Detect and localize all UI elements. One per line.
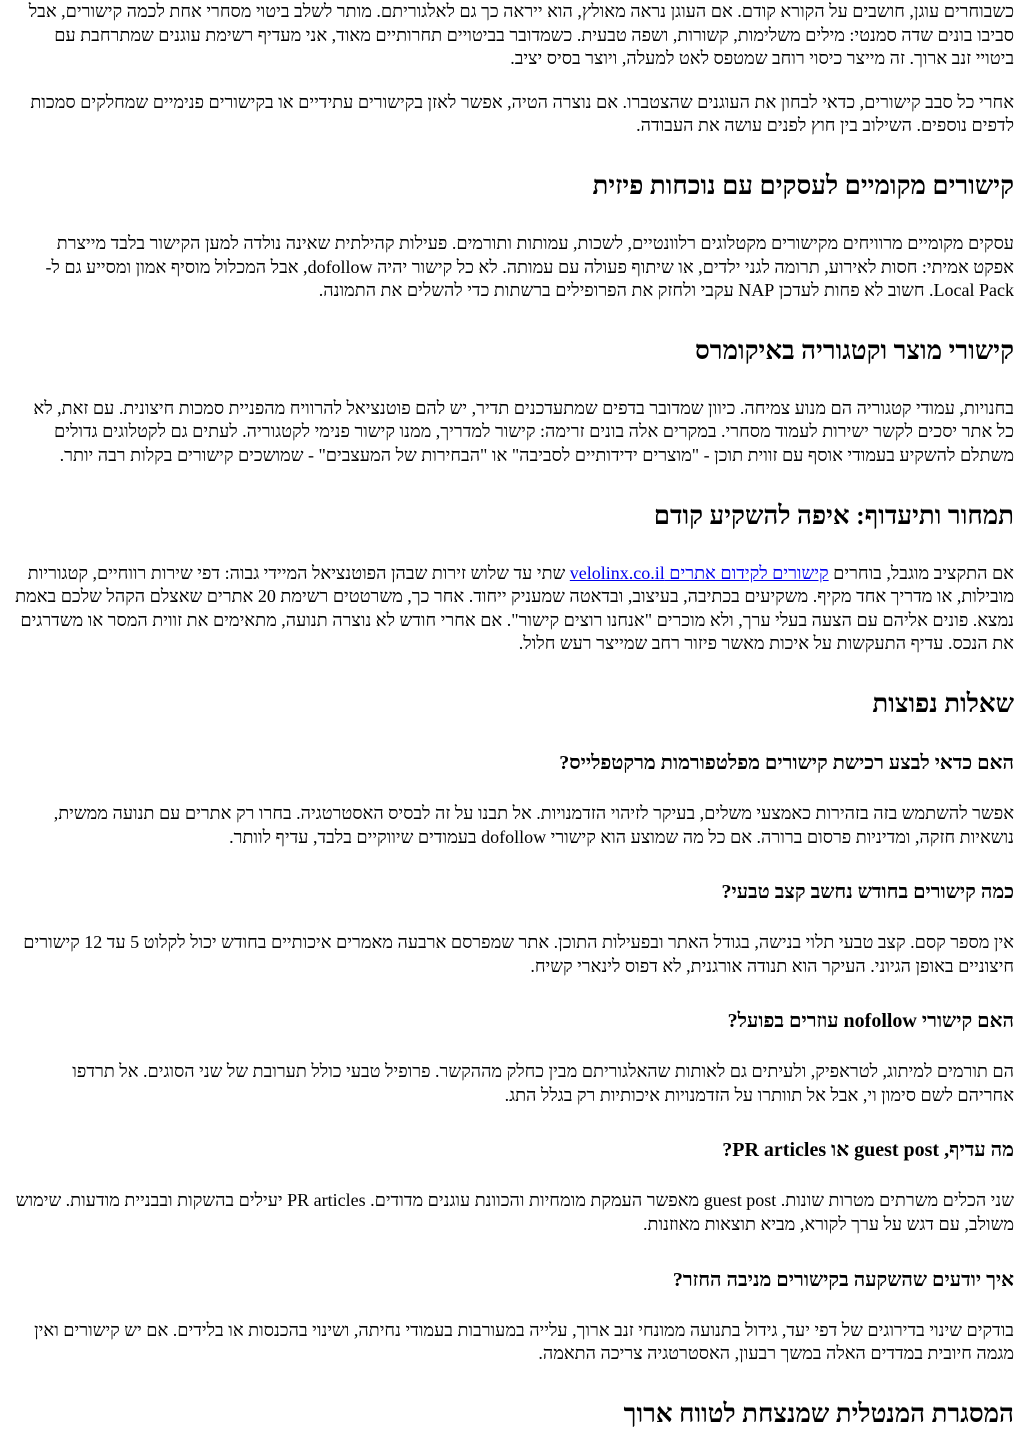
pricing-paragraph: [14, 562, 1014, 656]
intro-paragraph-2: אחרי כל סבב קישורים, כדאי לבחון את העוגנים שהצטברו. אם נוצרה הטיה, אפשר לאזן בקישורים עתידיים או בקישורים פנימיים שמחלקים סמכות לדפים נוספים. השילוב בין חוץ לפנים עושה את העבודה.: [30, 91, 1014, 136]
pricing-text-before: אם התקציב מוגבל, בוחרים: [828, 562, 1014, 583]
section-heading-ecommerce: קישורי מוצר וקטגוריה באיקומרס: [695, 335, 1014, 365]
local-links-paragraph: עסקים מקומיים מרוויחים מקישורים מקטלוגים רלוונטיים, לשכות, עמותות ותורמים. פעילות קהילתית שאינה נולדה למען הקישור בלבד מייצרת אפקט אמיתי: חסות לאירוע, תרומה לגני ילדים, או שיתוף פעולה עם עמותה. לא כל קישור יהיה dofollow, אבל המכלול מוסיף אמון ומסייע גם ל-Local Pack. חשוב לא פחות לעדכן NAP עקבי ולחזק את הפרופילים ברשתות כדי להשלים את התמונה.: [45, 232, 1014, 301]
section-heading-faq: שאלות נפוצות: [872, 688, 1014, 718]
faq-question: מה עדיף, guest post או PR articles?: [722, 1139, 1014, 1162]
intro-paragraph-1: כשבוחרים עוגן, חושבים על הקורא קודם. אם העוגן נראה מאולץ, הוא ייראה כך גם לאלגוריתם. מותר לשלב ביטוי מסחרי אחת לכמה קישורים, אבל סביבו בונים שדה סמנטי: מילים משלימות, קשורות, ושפה טבעית. כשמדובר בביטויים תחרותיים מאוד, אני מעדיף רשימת עוגנים שמתרחבת עם ביטויי זנב ארוך. זה מייצר כיסוי רוחב שמטפס לאט למעלה, ויוצר בסיס יציב.: [28, 1, 1014, 69]
faq-question: כמה קישורים בחודש נחשב קצב טבעי?: [721, 881, 1014, 904]
faq-question: איך יודעים שהשקעה בקישורים מניבה החזר?: [672, 1268, 1014, 1291]
faq-answer: אפשר להשתמש בזה בזהירות כאמצעי משלים, בעיקר לזיהוי הזדמנויות. אל תבנו על זה לבסיס האסטרטגיה. בחרו רק אתרים עם תנועה ממשית, נושאיות חזקה, ומדיניות פרסום ברורה. אם כל מה שמוצע הוא קישורי dofollow בעמודים שיווקיים בלבד, עדיף לוותר.: [53, 802, 1014, 847]
faq-question: האם קישורי nofollow עוזרים בפועל?: [727, 1010, 1014, 1033]
faq-answer: הם תורמים למיתוג, לטראפיק, ולעיתים גם לאותות שהאלגוריתם מבין כחלק מההקשר. פרופיל טבעי כולל תערובת של שני הסוגים. אל תרדפו אחריהם לשם סימון וי, אבל אל תוותרו על הזדמנויות איכותיות רק בגלל התג.: [72, 1061, 1014, 1105]
section-heading-pricing: תמחור ותיעדוף: איפה להשקיע קודם: [653, 500, 1014, 530]
faq-answer: בודקים שינוי בדירוגים של דפי יעד, גידול בתנועה ממונחי זנב ארוך, עלייה במעורבות בעמודי נחיתה, ושינוי בהכנסות או בלידים. אם יש קישורים ואין מגמה חיובית במדדים האלה במשך רבעון, האסטרטגיה צריכה התאמה.: [34, 1319, 1014, 1364]
velolinx-link[interactable]: קישורים לקידום אתרים velolinx.co.il: [569, 562, 829, 583]
section-heading-local-links: קישורים מקומיים לעסקים עם נוכחות פיזית: [592, 170, 1014, 200]
article-body: [14, 0, 1014, 1430]
section-heading-mental-framework: המסגרת המנטלית שמנצחת לטווח ארוך: [623, 1398, 1014, 1428]
faq-answer: אין מספר קסם. קצב טבעי תלוי בנישה, בגודל האתר ובפעילות התוכן. אתר שמפרסם ארבעה מאמרים איכותיים בחודש יכול לקלוט 5 עד 12 קישורים חיצוניים באופן הגיוני. העיקר הוא תנודה אורגנית, לא דפוס לינארי קשיח.: [23, 932, 1014, 976]
ecommerce-paragraph: בחנויות, עמודי קטגוריה הם מנוע צמיחה. כיוון שמדובר בדפים שמתעדכנים תדיר, יש להם פוטנציאל להרוויח מהפניית סמכות חיצונית. עם זאת, לא כל אתר יסכים לקשר ישירות לעמוד מסחרי. במקרים אלה בונים זרימה: קישור למדריך, ממנו קישור פנימי לקטגוריה. לעתים גם לקטלוגים גדולים משתלם להשקיע בעמודי אוסף עם זווית תוכן - "מוצרים ידידותיים לסביבה" או "הבחירות של המעצבים" - שמושכים קישורים בקלות רבה יותר.: [33, 397, 1014, 465]
pricing-text-after: שתי עד שלוש זירות שבהן הפוטנציאל המיידי גבוה: דפי שירות רווחיים, קטגוריות מובילות, או מדריך אחד מקיף. משקיעים בכתיבה, בעיצוב, ובדאטה שמעניק ייחוד. אחר כך, משרטטים רשימת 20 אתרים שאצלם הקהל שלכם באמת נמצא. פונים אליהם עם הצעה בעלי ערך, ולא מוכרים "אנחנו רוצים קישור". אם אחרי חודש לא נוצרה תנועה, מתאימים את זווית המסר או משדרגים את הנכס. עדיף התעקשות על איכות מאשר פיזור רחב שמייצר רעש חלול.: [15, 562, 1014, 654]
faq-question: האם כדאי לבצע רכישת קישורים מפלטפורמות מרקטפלייס?: [559, 751, 1014, 774]
faq-answer: שני הכלים משרתים מטרות שונות. guest post מאפשר העמקת מומחיות והכוונת עוגנים מדודים. PR articles יעילים בהשקות ובבניית מודעות. שימוש משולב, עם דגש על ערך לקורא, מביא תוצאות מאוזנות.: [15, 1190, 1014, 1235]
